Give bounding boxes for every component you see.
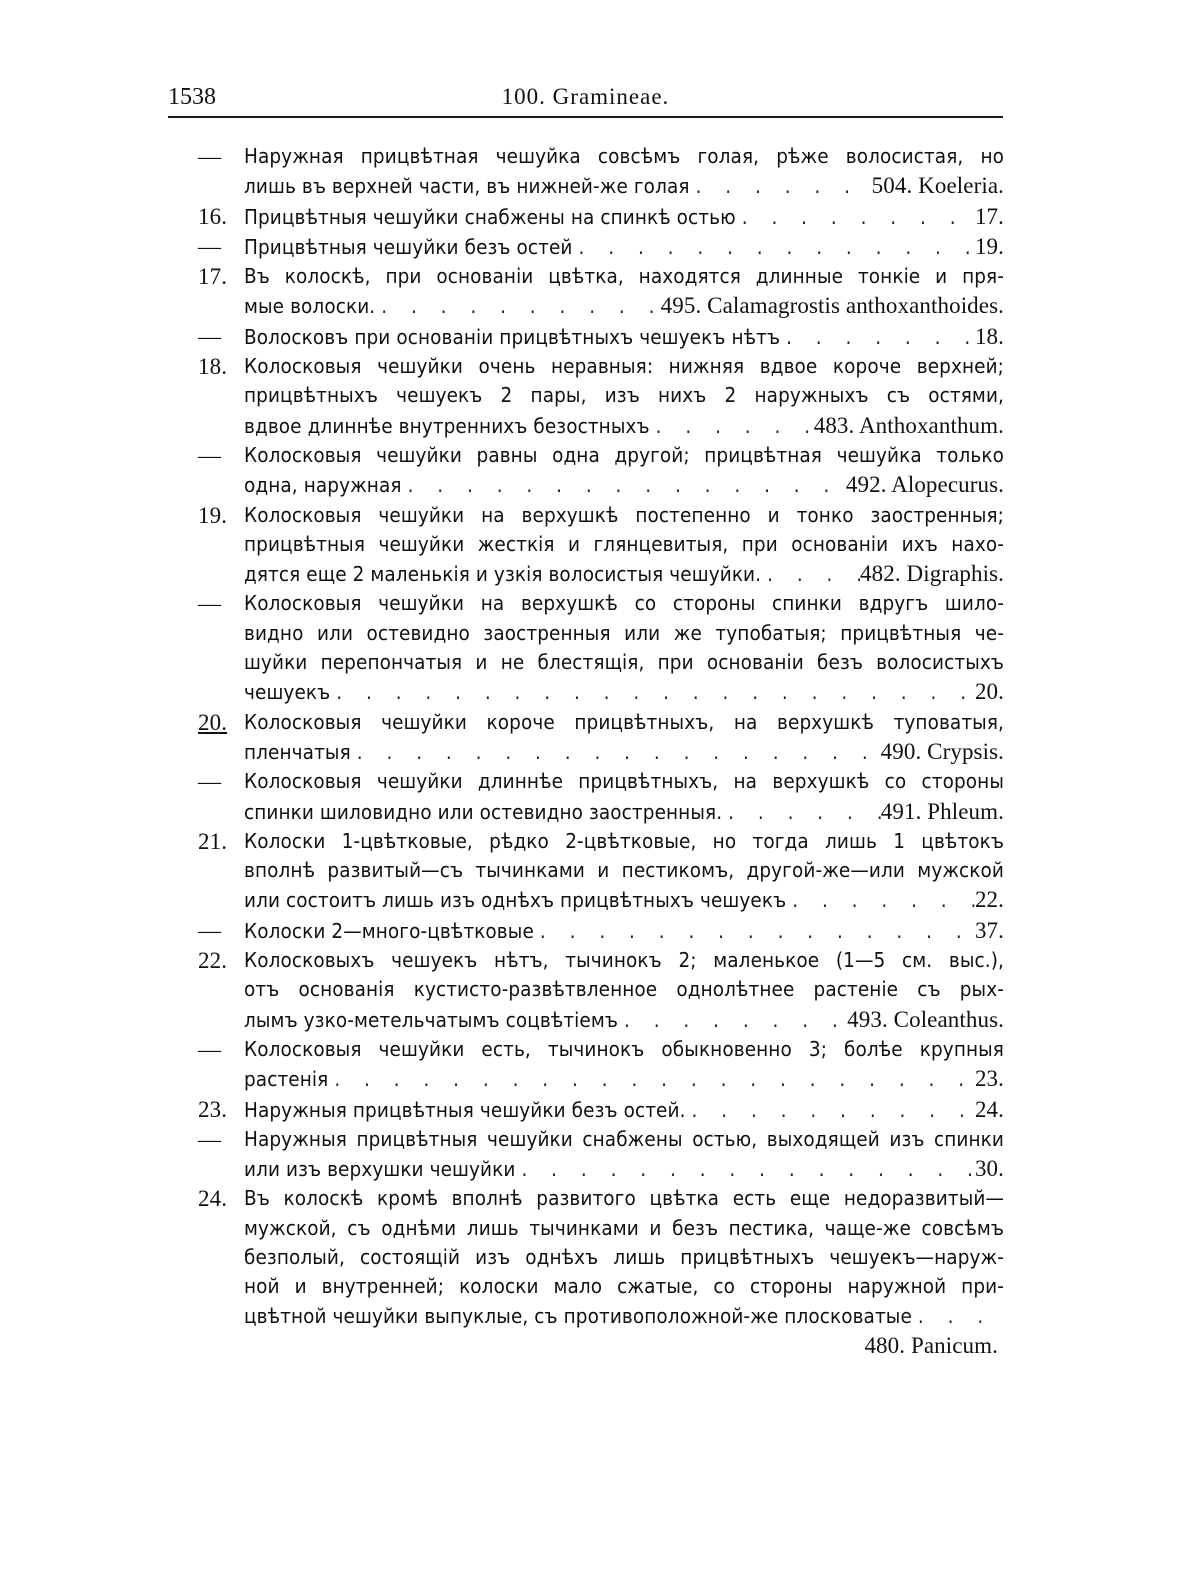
entry-text-line: Наружныя прицвѣтныя чешуйки безъ остей. <box>244 1097 686 1122</box>
entry-number: — <box>198 144 222 169</box>
entry-text-line: ной и внутренней; колоски мало сжатые, со стороны наружной при- <box>244 1274 1004 1299</box>
entry-reference: 30. <box>974 1156 1004 1182</box>
entry-text-line: растенiя <box>244 1067 329 1092</box>
running-title: 100. Gramineae. <box>501 84 670 109</box>
dot-leader <box>761 560 860 589</box>
dot-leader <box>686 1096 975 1125</box>
entry-final-line <box>244 1005 1004 1035</box>
dot-leader <box>330 678 975 707</box>
key-entry <box>198 946 1004 1035</box>
entry-text-line: лымъ узко-метельчатымъ соцвѣтiемъ <box>244 1007 618 1032</box>
entry-reference: 23. <box>974 1066 1004 1092</box>
entry-text-line: спинки шиловидно или остевидно заостренныя. <box>244 799 723 824</box>
dot-leader <box>375 292 660 321</box>
entry-final-line <box>244 1064 1004 1094</box>
entry-number: — <box>198 442 222 468</box>
entry-final-line <box>244 322 1004 352</box>
entry-number: — <box>198 591 222 617</box>
key-entry <box>198 322 1004 352</box>
entry-text-line: Колосковыя чешуйки на верхушкѣ со стороны спинки вдругъ шило- <box>244 591 1004 616</box>
entry-reference: 19. <box>974 233 1004 259</box>
entry-reference: 491. Phleum. <box>880 798 1004 824</box>
dot-leader <box>515 1155 974 1184</box>
entry-text-line: Колосковыя чешуйки равны одна другой; прицвѣтная чешуйка только <box>244 442 1004 467</box>
entry-final-line <box>244 470 1004 500</box>
page-number: 1538 <box>168 84 216 110</box>
entry-text-line: или состоитъ лишь изъ однѣхъ прицвѣтныхъ чешуекъ <box>244 888 787 913</box>
key-entry <box>198 916 1004 946</box>
entry-text-line: Колосковыя чешуйки длиннѣе прицвѣтныхъ, на верхушкѣ со стороны <box>244 769 1004 794</box>
entry-final-line <box>244 171 1004 201</box>
entry-reference: 18. <box>974 323 1004 349</box>
key-entry <box>198 262 1004 322</box>
entry-text-line: Колосковыхъ чешуекъ нѣтъ, тычинокъ 2; маленькое (1—5 см. выс.), <box>244 948 1004 973</box>
key-entry <box>198 501 1004 590</box>
entry-reference: 17. <box>974 203 1004 229</box>
entry-text-line: Прицвѣтныя чешуйки снабжены на спинкѣ остью <box>244 204 736 229</box>
dot-leader <box>736 203 975 232</box>
entry-final-line <box>244 411 1004 441</box>
entry-final-line <box>244 291 1004 321</box>
entry-number: 17. <box>198 264 228 290</box>
entry-number: 22. <box>198 948 228 974</box>
entry-text-line: мужской, съ однѣми лишь тычинками и безъ пестика, чаще-же совсѣмъ <box>244 1215 1004 1240</box>
dot-leader <box>351 738 881 767</box>
dot-leader <box>780 323 975 352</box>
entry-final-line <box>244 1154 1004 1184</box>
entry-reference: 490. Crypsis. <box>880 738 1004 764</box>
entry-reference: 22. <box>974 887 1004 913</box>
entry-text-line: Наружная прицвѣтная чешуйка совсѣмъ голая, рѣже волосистая, но <box>244 144 1004 168</box>
dot-leader <box>690 172 872 201</box>
dot-leader <box>573 233 975 262</box>
entry-number: — <box>198 233 222 259</box>
entry-final-line <box>244 559 1004 589</box>
key-entry <box>198 827 1004 916</box>
entry-text-line: вполнѣ развитый—съ тычинками и пестикомъ, другой-же—или мужской <box>244 858 1004 883</box>
entry-final-line <box>244 232 1004 262</box>
entry-text-line: безполый, состоящiй изъ однѣхъ лишь прицвѣтныхъ чешуекъ—наруж- <box>244 1244 1004 1269</box>
entry-reference: 495. Calamagrostis anthoxanthoides. <box>660 293 1004 319</box>
key-entry <box>198 1184 1004 1360</box>
key-entry <box>198 1125 1004 1185</box>
dot-leader <box>722 798 881 827</box>
entry-text-line: Прицвѣтныя чешуйки безъ остей <box>244 234 573 259</box>
entry-text-line: Колосковыя чешуйки на верхушкѣ постепенно и тонко заостренныя; <box>244 502 1004 527</box>
entry-text-line: пленчатыя <box>244 739 351 764</box>
dot-leader <box>650 412 814 441</box>
entry-text-line: Въ колоскѣ кромѣ вполнѣ развитого цвѣтка есть еще недоразвитый— <box>244 1186 1004 1211</box>
entry-text-line: вдвое длиннѣе внутреннихъ безостныхъ <box>244 413 650 438</box>
entry-text-line: прицвѣтныя чешуйки жесткiя и глянцевитыя, при основанiи ихъ нахо- <box>244 531 1004 556</box>
entry-final-line <box>244 1095 1004 1125</box>
dot-leader <box>912 1302 1004 1331</box>
entry-final-line <box>244 1302 1004 1331</box>
entry-number: 21. <box>198 828 228 854</box>
entry-final-line <box>244 677 1004 707</box>
entry-text-line: Колоски 2—много-цвѣтковые <box>244 918 534 943</box>
key-entry <box>198 352 1004 441</box>
entry-text-line: чешуекъ <box>244 680 331 705</box>
entry-text-line: дятся еще 2 маленькiя и узкiя волосистыя чешуйки. <box>244 562 762 587</box>
entry-reference: 37. <box>974 917 1004 943</box>
entry-number: 23. <box>198 1096 228 1122</box>
entry-number: 19. <box>198 502 228 528</box>
entry-text-line: мые волоски. <box>244 294 376 319</box>
key-entry <box>198 767 1004 827</box>
entry-text-line: шуйки перепончатыя и не блестящiя, при основанiи безъ волосистыхъ <box>244 650 1004 675</box>
entry-text-line: прицвѣтныхъ чешуекъ 2 пары, изъ нихъ 2 наружныхъ съ остями, <box>244 383 1004 408</box>
entry-reference: 504. Koeleria. <box>871 173 1004 199</box>
entry-number: — <box>198 1036 222 1062</box>
entry-text-line: одна, наружная <box>244 473 402 498</box>
entry-text-line: Въ колоскѣ, при основанiи цвѣтка, находятся длинные тонкiе и пря- <box>244 264 1004 289</box>
entry-number: 16. <box>198 203 228 229</box>
entry-final-line <box>244 737 1004 767</box>
key-entry <box>198 441 1004 501</box>
entry-number: 20. <box>198 709 228 735</box>
entry-reference: 492. Alopecurus. <box>845 472 1004 498</box>
key-entry <box>198 1095 1004 1125</box>
entry-final-line <box>244 885 1004 915</box>
entry-number: — <box>198 769 222 795</box>
entry-text-line: Колоски 1-цвѣтковые, рѣдко 2-цвѣтковые, но тогда лишь 1 цвѣтокъ <box>244 828 1004 853</box>
dot-leader <box>786 886 975 915</box>
entry-text-line: Колосковыя чешуйки очень неравныя: нижняя вдвое короче верхней; <box>244 354 1004 379</box>
entry-reference: 20. <box>974 679 1004 705</box>
entry-text-line: цвѣтной чешуйки выпуклые, съ противоположной-же плосковатые <box>244 1303 912 1328</box>
entry-text-line: отъ основанiя кустисто-развѣтвленное однолѣтнее растенiе съ рых- <box>244 977 1004 1002</box>
entry-final-line <box>244 916 1004 946</box>
page-header <box>168 80 1003 118</box>
key-entry <box>198 1035 1004 1095</box>
entry-final-line <box>244 797 1004 827</box>
dot-leader <box>534 917 975 946</box>
entry-text-line: Наружныя прицвѣтныя чешуйки снабжены остью, выходящей изъ спинки <box>244 1126 1004 1151</box>
entry-text-line: Колосковыя чешуйки есть, тычинокъ обыкновенно 3; болѣе крупныя <box>244 1036 1004 1061</box>
entry-number: 18. <box>198 354 228 380</box>
entry-number: — <box>198 1126 222 1152</box>
identification-key <box>198 142 1004 1360</box>
entry-text-line: или изъ верхушки чешуйки <box>244 1157 516 1182</box>
dot-leader <box>618 1006 847 1035</box>
entry-number: — <box>198 917 222 943</box>
entry-number: 24. <box>198 1186 228 1212</box>
dot-leader <box>328 1065 975 1094</box>
entry-text-line: Волосковъ при основанiи прицвѣтныхъ чешуекъ нѣтъ <box>244 324 781 349</box>
entry-number: — <box>198 323 222 349</box>
entry-text-line: лишь въ верхней части, въ нижней-же голая <box>244 174 690 199</box>
key-entry <box>198 142 1004 202</box>
entry-reference: 24. <box>974 1096 1004 1122</box>
entry-text-line: Колосковыя чешуйки короче прицвѣтныхъ, на верхушкѣ туповатыя, <box>244 709 1004 734</box>
entry-reference: 493. Coleanthus. <box>847 1006 1004 1032</box>
dot-leader <box>402 471 846 500</box>
entry-reference: 482. Digraphis. <box>860 561 1004 587</box>
entry-final-line <box>244 202 1004 232</box>
key-entry <box>198 202 1004 232</box>
key-entry <box>198 232 1004 262</box>
entry-reference: 483. Anthoxanthum. <box>813 412 1004 438</box>
entry-reference: 480. Panicum. <box>864 1332 998 1358</box>
key-entry <box>198 708 1004 768</box>
key-entry <box>198 589 1004 707</box>
entry-text-line: видно или остевидно заостренныя или же тупобатыя; прицвѣтныя че- <box>244 620 1004 645</box>
